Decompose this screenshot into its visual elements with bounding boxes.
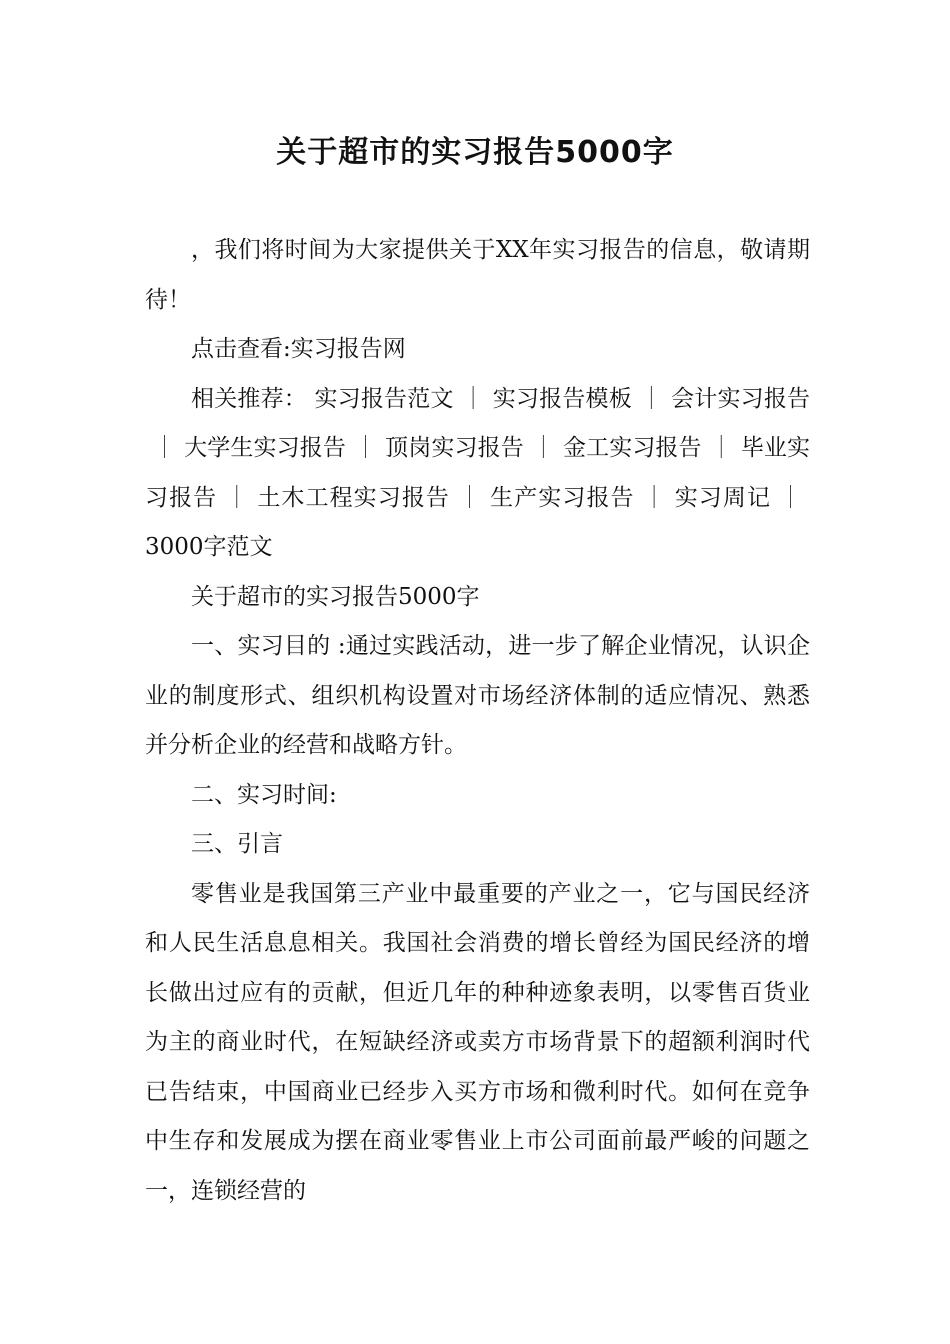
link-separator: ｜ <box>153 435 177 461</box>
related-link-7[interactable]: 毕业实习报告 <box>145 435 811 511</box>
related-link-4[interactable]: 大学生实习报告 <box>184 435 346 461</box>
related-link-9[interactable]: 生产实习报告 <box>490 484 635 511</box>
link-separator: ｜ <box>779 484 803 511</box>
related-link-11[interactable]: 3000字范文 <box>145 534 273 560</box>
related-link-2[interactable]: 实习报告模板 <box>492 385 632 412</box>
click-view-line: 点击查看:实习报告网 <box>191 336 406 362</box>
related-label: 相关推荐： <box>191 385 307 412</box>
intro-paragraph: ，我们将时间为大家提供关于XX年实习报告的信息，敬请期待！ <box>145 237 810 313</box>
document-body <box>145 226 810 1216</box>
retail-paragraph: 零售业是我国第三产业中最重要的产业之一，它与国民经济和人民生活息息相关。我国社会消费的增长曾经为国民经济的增长做出过应有的贡献，但近几年的种种迹象表明，以零售百货业为主的商业时代，在短缺经济或卖方市场背景下的超额利润时代已告结束，中国商业已经步入买方市场和微利时代。如何在竞争中生存和发展成为摆在商业零售业上市公司面前最严峻的问题之一，连锁经营的 <box>145 880 810 1204</box>
related-link-1[interactable]: 实习报告范文 <box>314 385 454 412</box>
document-title: 关于超市的实习报告5000字 <box>276 135 674 170</box>
subtitle-line: 关于超市的实习报告5000字 <box>191 583 480 610</box>
related-link-5[interactable]: 顶岗实习报告 <box>385 435 524 461</box>
section-3-introduction: 三、引言 <box>191 831 283 857</box>
link-separator: ｜ <box>353 435 378 461</box>
link-separator: ｜ <box>639 385 664 412</box>
related-recommendations <box>145 375 810 573</box>
link-separator: ｜ <box>461 385 485 412</box>
link-separator: ｜ <box>642 484 667 511</box>
link-separator: ｜ <box>531 435 555 461</box>
link-separator: ｜ <box>225 484 250 511</box>
related-link-6[interactable]: 金工实习报告 <box>562 435 702 461</box>
related-link-3[interactable]: 会计实习报告 <box>671 385 810 412</box>
link-separator: ｜ <box>458 484 483 511</box>
related-link-10[interactable]: 实习周记 <box>674 484 772 511</box>
link-separator: ｜ <box>709 435 733 461</box>
section-2-time: 二、实习时间: <box>191 781 337 808</box>
related-link-8[interactable]: 土木工程实习报告 <box>257 484 451 511</box>
section-1-purpose: 一、实习目的 :通过实践活动，进一步了解企业情况，认识企业的制度形式、组织机构设置对市场经济体制的适应情况、熟悉并分析企业的经营和战略方针。 <box>145 633 810 758</box>
